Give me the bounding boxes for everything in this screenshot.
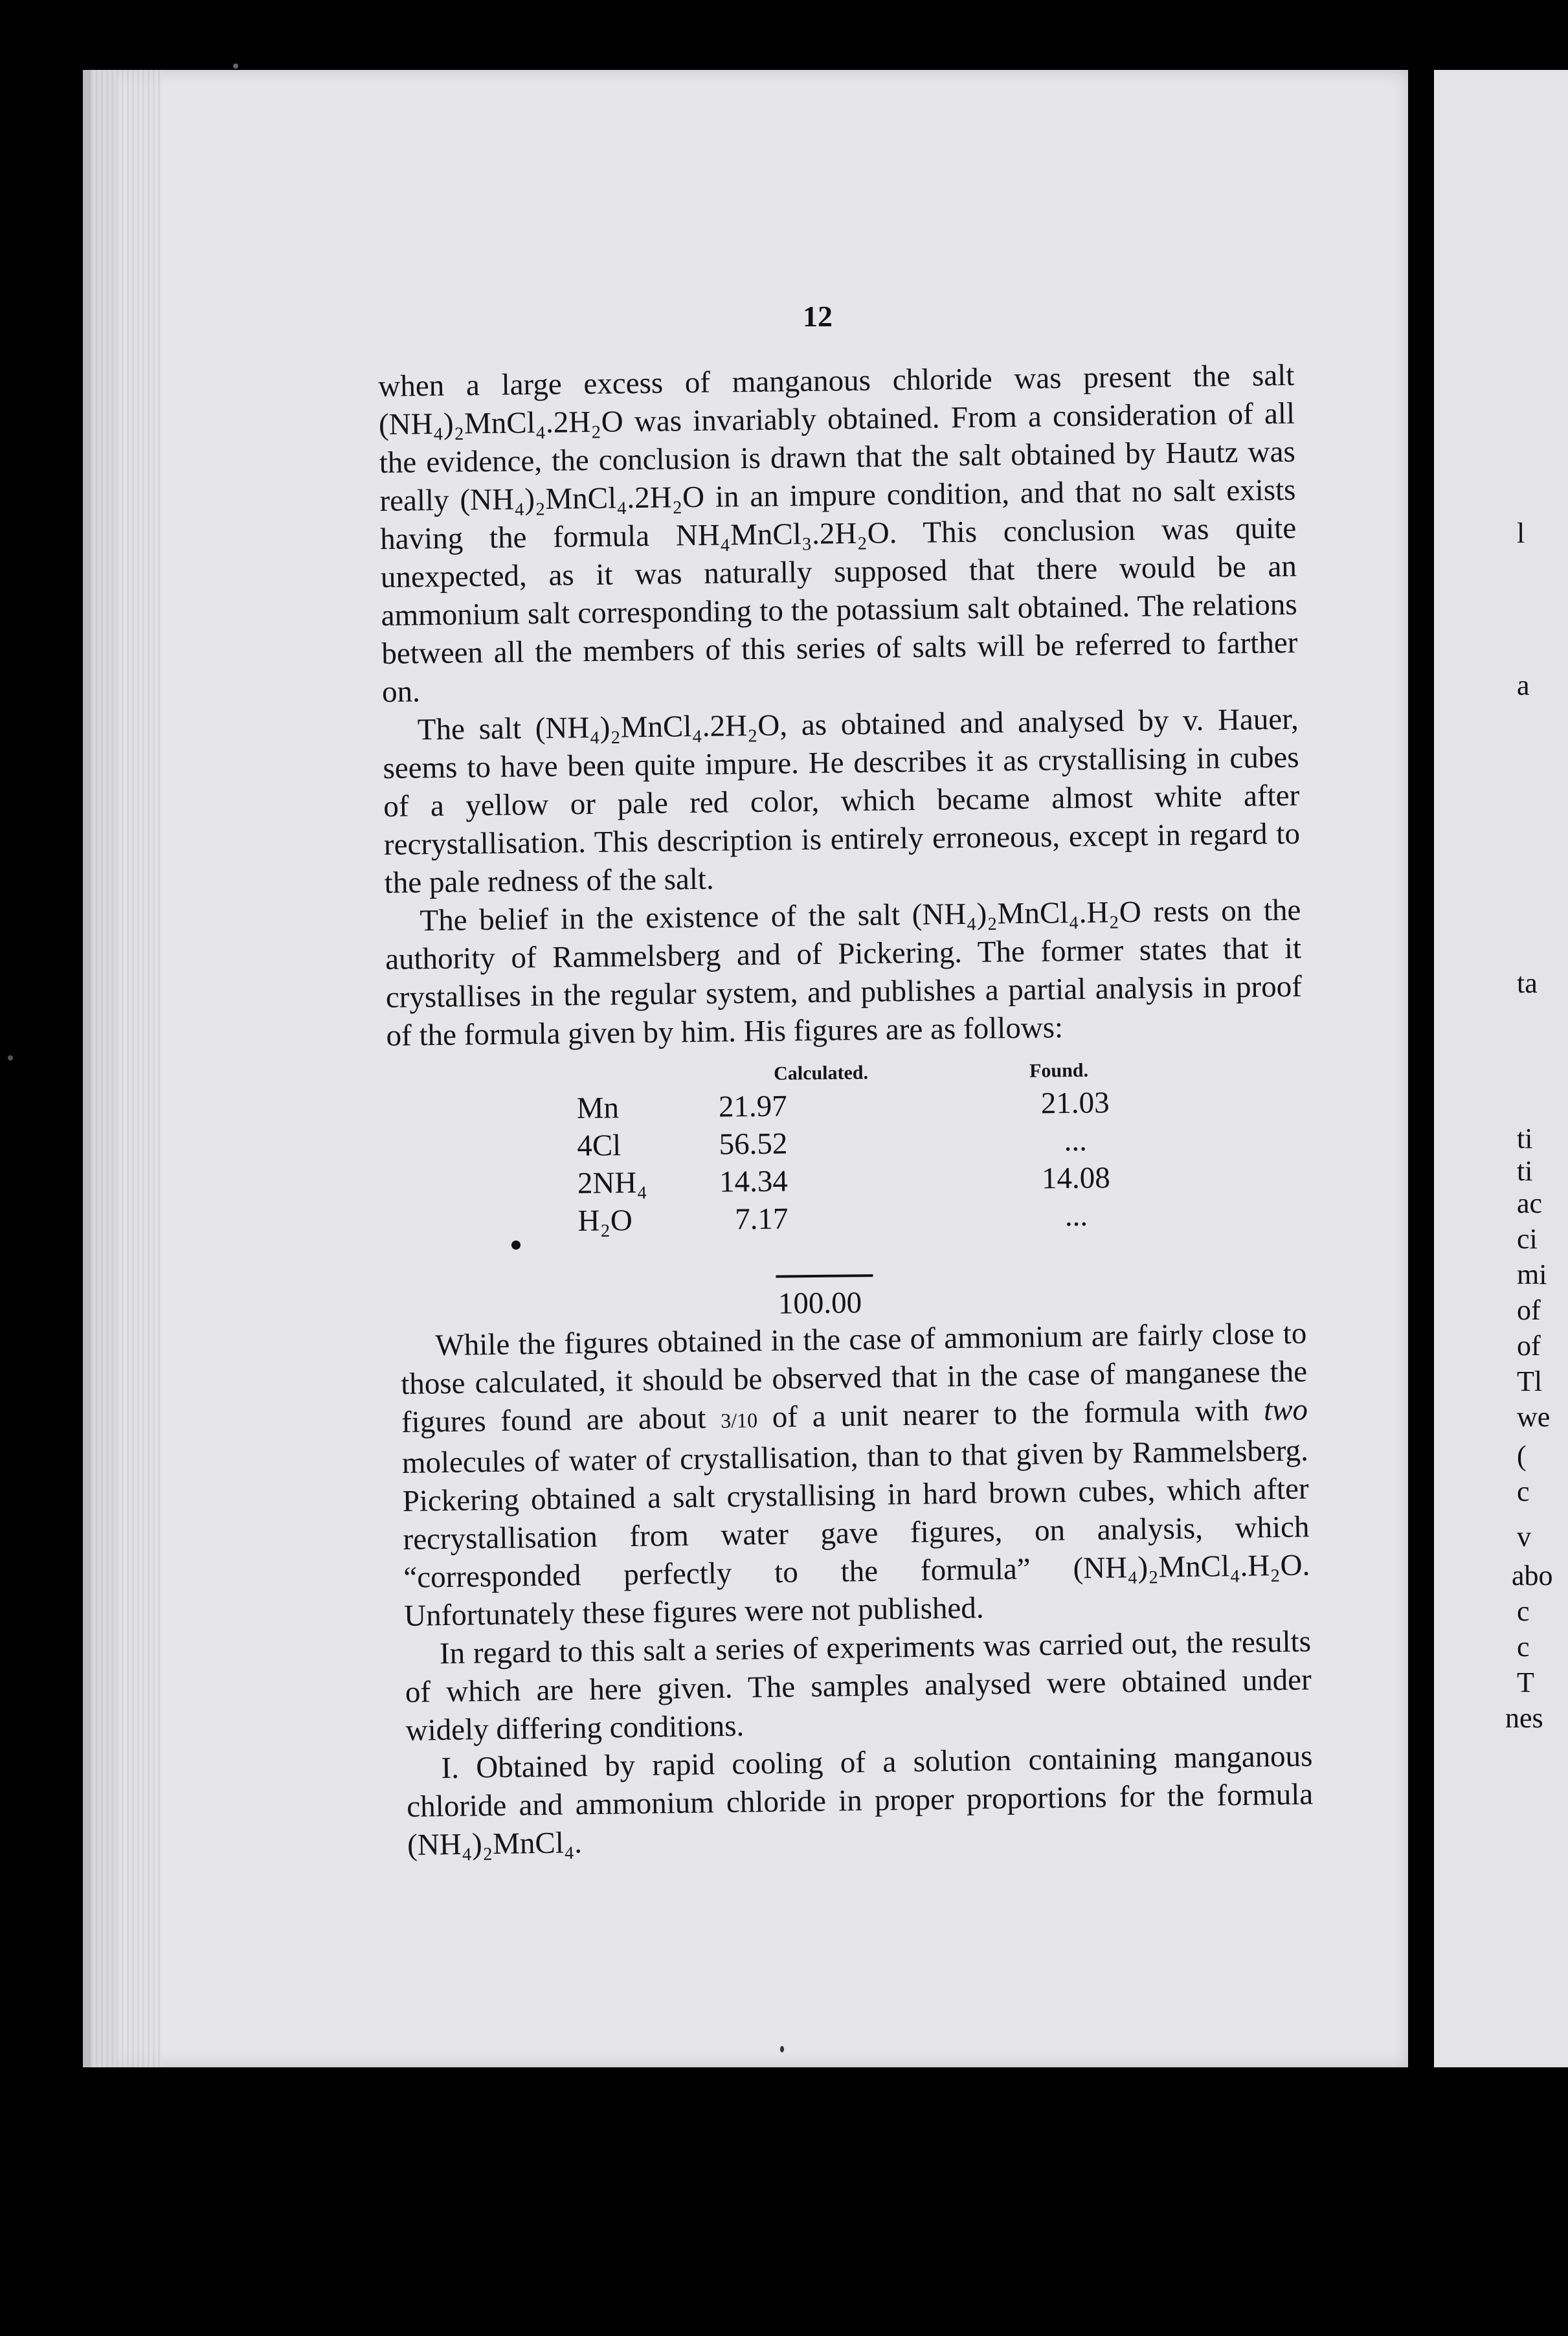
body-text-bottom [400,1314,1314,1864]
facing-page-fragment: ci [1517,1223,1538,1255]
facing-page-fragment: v [1517,1521,1531,1553]
paragraph [400,1314,1311,1635]
found-value: ... [1064,1198,1088,1233]
table-row [570,1085,1153,1129]
paragraph: The salt (NH₄)₂MnCl₄.2H₂O, as obtained and analysed by v. Hauer, seems to have been quite impure. He describes it as crystallising in cubes of a yellow or pale red color, which became almost white after recrystallisation. This description is entirely erroneous, except in regard to the pale redness of the salt. [383,702,1301,900]
found-value: 21.03 [1040,1086,1110,1121]
speck [8,1055,13,1061]
fraction: 3/10 [720,1408,758,1433]
facing-page-fragment: a [1517,669,1530,701]
facing-page-fragment: of [1517,1294,1541,1326]
row-label: H₂O [577,1204,633,1238]
table-row [571,1160,1154,1204]
paragraph: In regard to this salt a series of experiments was carried out, the results of which are here given. The samples analysed were obtained under widely differing conditions. [405,1624,1312,1747]
facing-page-fragment: c [1517,1476,1530,1507]
facing-page-fragment: we [1517,1401,1551,1433]
facing-page-fragment: c [1517,1631,1530,1663]
paragraph: when a large excess of manganous chloride was present the salt (NH₄)₂MnCl₄.2H₂O was invariably obtained. From a consideration of all the evidence, the conclusion is drawn that the salt obtained by Hautz was really (NH₄)₂MnCl₄.2H₂O in an impure condition, and that no salt exists having the formula NH₄MnCl₃.2H₂O. This conclusion was quite unexpected, as it was naturally supposed that there would be an ammonium salt corresponding to the potassium salt obtained. The relations between all the members of this series of salts will be referred to farther on. [378,358,1298,709]
facing-page-fragment: T [1517,1667,1534,1698]
facing-page-fragment: abo [1512,1560,1553,1591]
row-label: 4Cl [577,1129,622,1163]
speck [780,2046,784,2052]
facing-page-fragment: mi [1517,1259,1547,1290]
facing-page-fragment: ac [1517,1187,1543,1219]
facing-page-fragment: ti [1517,1155,1533,1187]
found-value: ... [1064,1123,1088,1158]
emphasis: two [1263,1393,1308,1428]
page-number: 12 [803,300,833,333]
facing-page-fragment: of [1517,1330,1541,1362]
paragraph-text: While the figures obtained in the case of ammonium are fairly close to those calculated, it should be observed that in the case of manganese the figures found are about [400,1316,1308,1439]
stray-dot [511,1241,521,1250]
row-label: Mn [576,1091,620,1125]
facing-page [1434,70,1568,2067]
facing-page-fragment: ta [1517,967,1538,999]
facing-page-fragment: ( [1517,1440,1527,1472]
row-label: 2NH₄ [577,1165,647,1200]
paragraph-text: molecules of water of crystallisation, than to that given by Rammelsberg. Pickering obtained a salt crystallising in hard brown cubes, which after recrystallisation from water gave figures, on analysis, which “corresponded perfectly to the formula” (NH₄)₂MnCl₄.H₂O. Unfortunately these figures were not published. [401,1433,1310,1633]
total-value: 100.00 [778,1286,862,1321]
paragraph: The belief in the existence of the salt (NH₄)₂MnCl₄.H₂O rests on the authority of Rammelsberg and of Pickering. The former states that it crystallises in the regular system, and publishes a partial analysis in proof of the formula given by him. His figures are as follows: [385,893,1303,1053]
table-row [570,1123,1154,1166]
body-text-top [378,357,1303,1055]
speck [233,63,238,69]
analysis-table [570,1059,1155,1337]
facing-page-fragment: ti [1517,1123,1533,1154]
calculated-value: 56.52 [719,1127,788,1162]
page-edge-stack [91,70,162,2067]
column-header-found: Found. [1029,1059,1089,1082]
found-value: 14.08 [1041,1161,1111,1196]
paragraph: I. Obtained by rapid cooling of a solution containing manganous chloride and ammonium chloride in proper proportions for the formula (NH₄)₂MnCl₄. [406,1739,1314,1862]
calculated-value: 21.97 [718,1089,787,1124]
paragraph-text: of a unit nearer to the formula with [757,1393,1264,1435]
facing-page-fragment: Tl [1517,1365,1543,1397]
column-header-calculated: Calculated. [773,1062,869,1084]
table-row [571,1198,1154,1241]
sum-rule [776,1274,873,1278]
facing-page-fragment: nes [1505,1702,1543,1734]
calculated-value: 7.17 [734,1202,789,1237]
facing-page-fragment: l [1517,517,1525,549]
calculated-value: 14.34 [719,1164,789,1199]
facing-page-fragment: c [1517,1595,1530,1627]
